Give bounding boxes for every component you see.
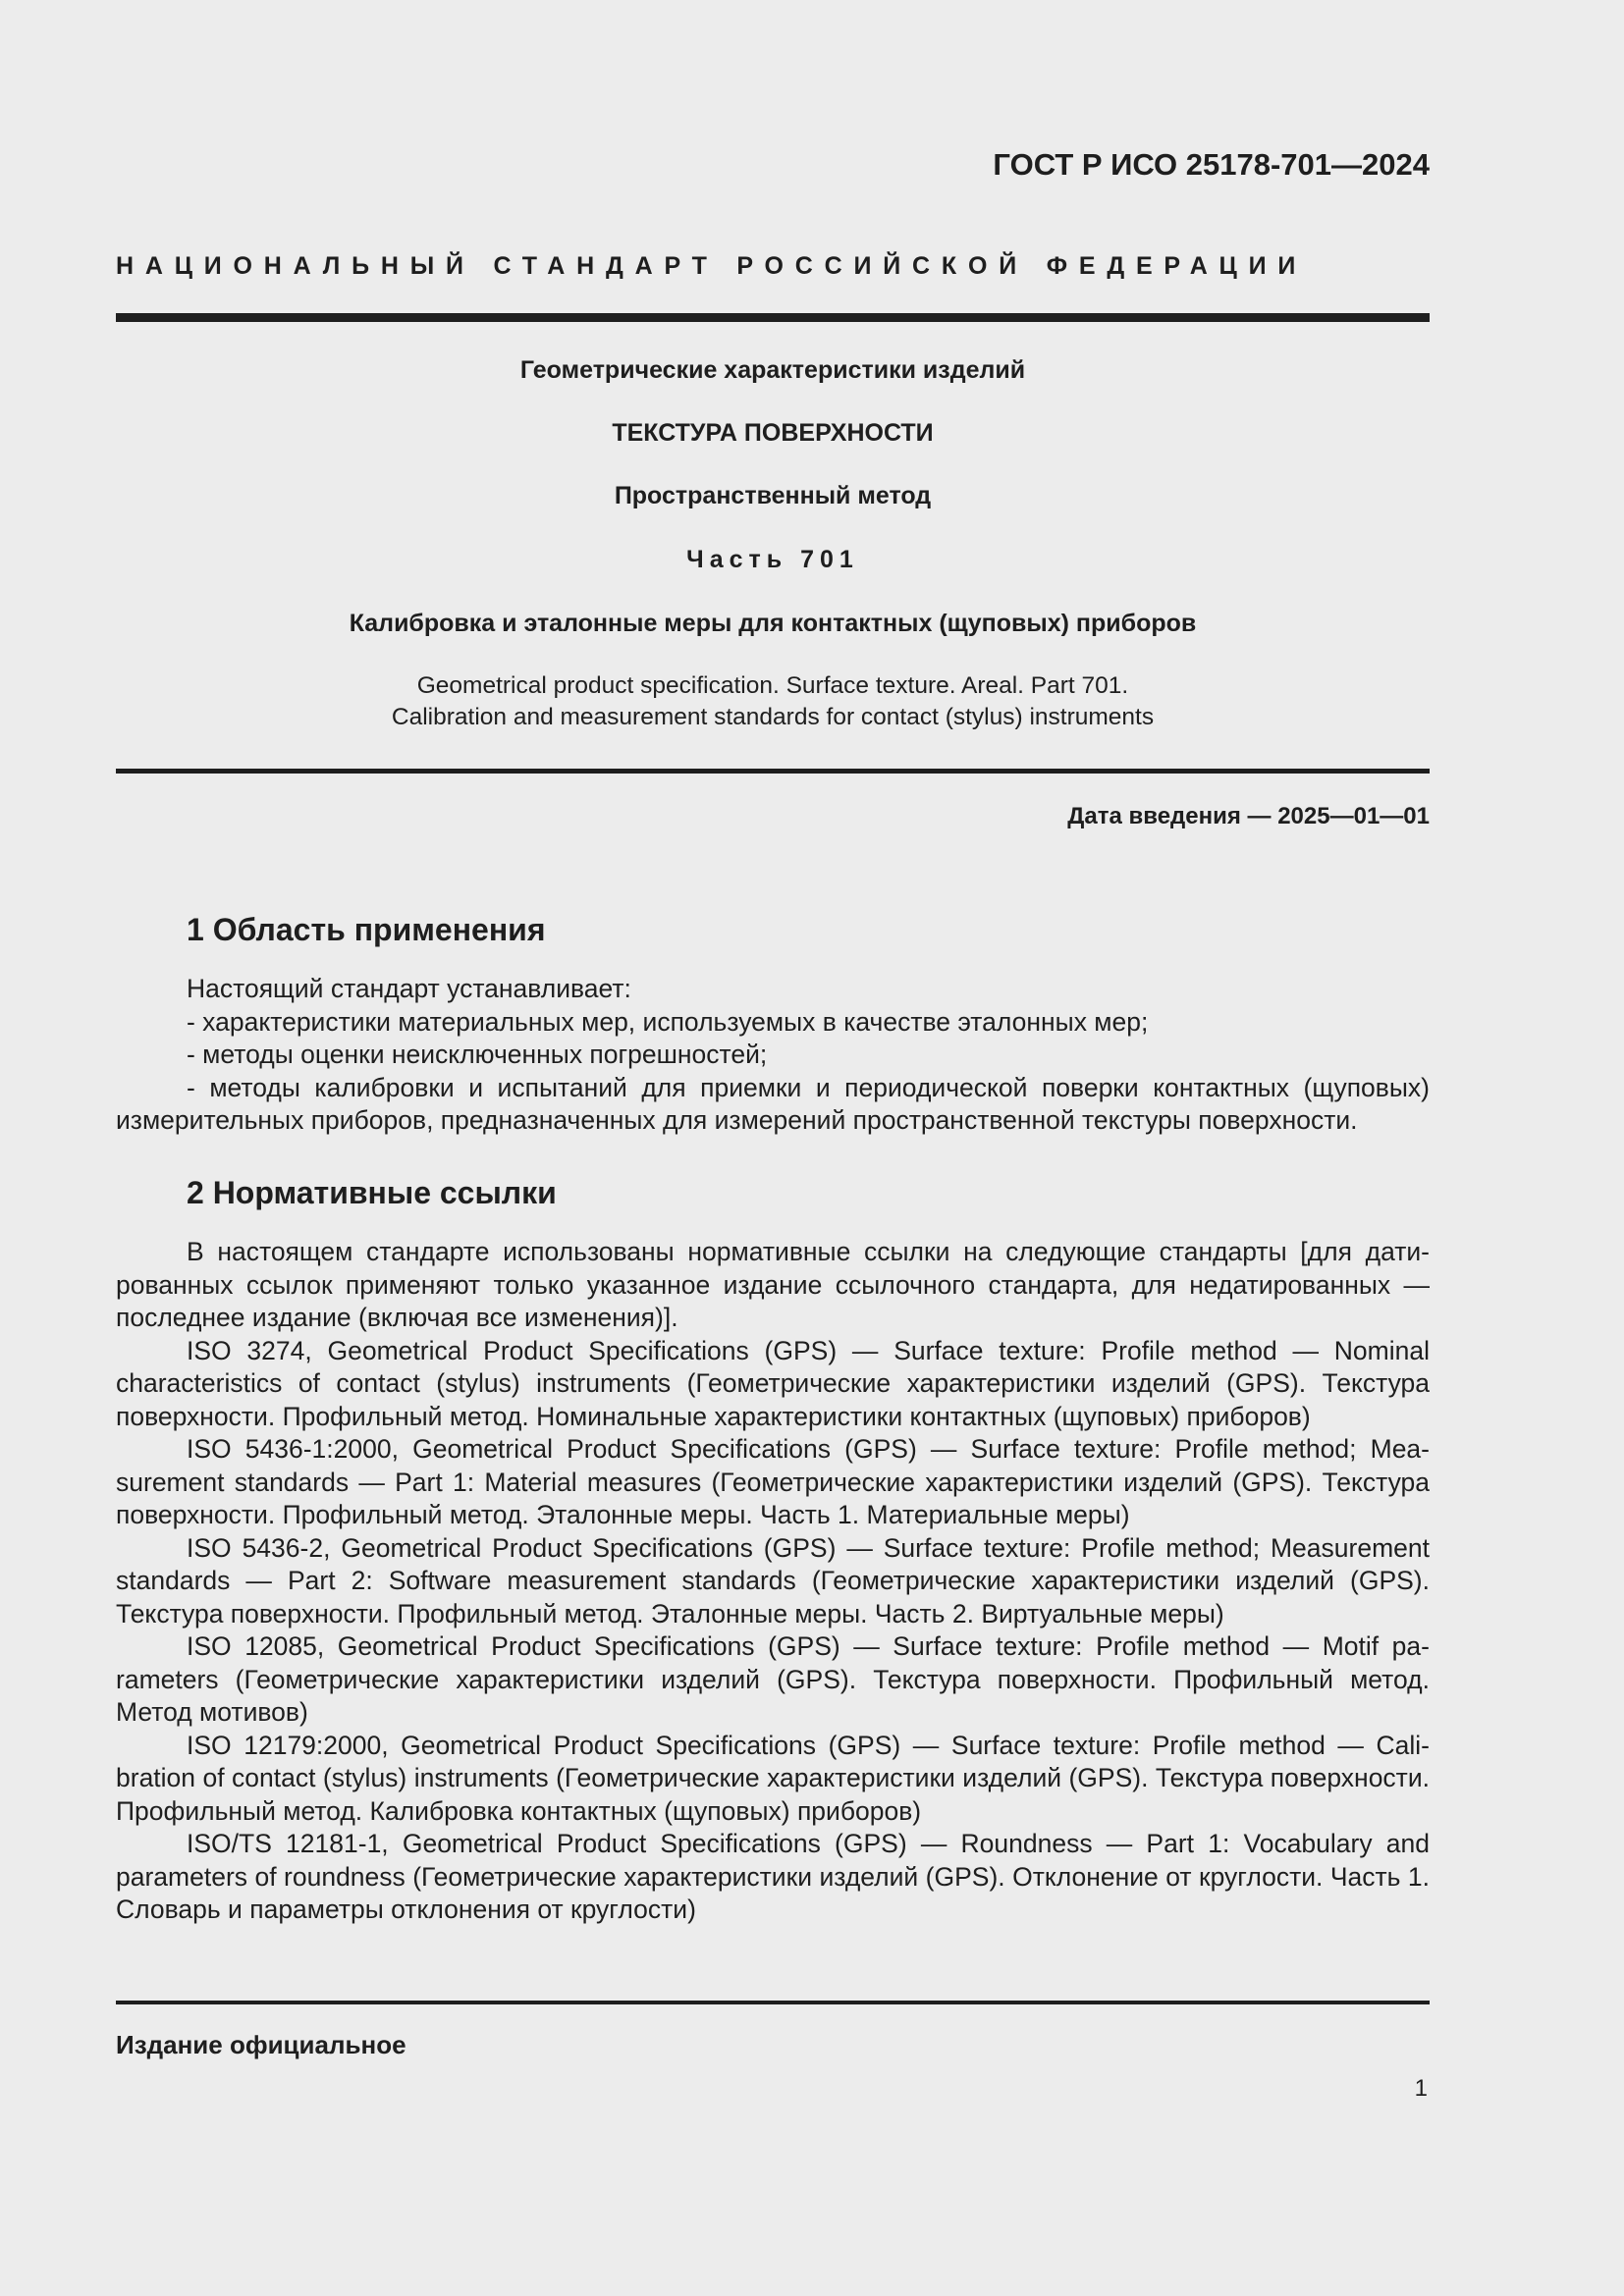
title-line-2: ТЕКСТУРА ПОВЕРХНОСТИ <box>612 419 934 447</box>
reference-item: ISO 5436-2, Geometrical Product Specifications (GPS) — Surface texture: Profile method; Measurement standards — Part 2: Software measurement standards (Геометрические характеристики изделий (GPS). Текстура поверхности. Профильный метод. Эталонные меры. Часть 2. Виртуальные меры) <box>116 1532 1430 1629</box>
official-publication-label: Издание официальное <box>116 2030 406 2059</box>
introduction-date: Дата введения — 2025—01—01 <box>1067 803 1430 829</box>
document-code: ГОСТ Р ИСО 25178-701—2024 <box>993 147 1430 182</box>
section-1-body <box>116 973 1430 1138</box>
reference-item: ISO 12085, Geometrical Product Specifications (GPS) — Surface texture: Profile method — Motif parameters (Геометрические характеристики изделий (GPS). Текстура поверхности. Профильный метод. Метод мотивов) <box>116 1631 1430 1727</box>
reference-item: ISO 3274, Geometrical Product Specifications (GPS) — Surface texture: Profile method — Nominal characteristics of contact (stylus) instruments (Геометрические характеристики изделий (GPS). Текстура поверхности. Профильный метод. Номинальные характеристики контактных (щуповых) приборов) <box>116 1335 1430 1431</box>
references-intro: В настоящем стандарте использованы нормативные ссылки на следующие стандарты [для датированных ссылок применяют только указанное издание ссылочного стандарта, для недатированных — последнее издание (включая все изменения)]. <box>116 1237 1430 1332</box>
section-1-heading: 1 Область применения <box>187 912 546 947</box>
footer-rule <box>116 2001 1430 2004</box>
page-number: 1 <box>1414 2075 1428 2102</box>
scope-item: - методы оценки неисключенных погрешностей; <box>187 1040 768 1069</box>
scope-intro: Настоящий стандарт устанавливает: <box>187 974 631 1003</box>
english-title-2: Calibration and measurement standards for contact (stylus) instruments <box>391 704 1155 730</box>
english-title-1: Geometrical product specification. Surface texture. Areal. Part 701. <box>416 672 1129 699</box>
reference-item: ISO/TS 12181-1, Geometrical Product Specifications (GPS) — Roundness — Part 1: Vocabulary and parameters of roundness (Геометрические характеристики изделий (GPS). Отклонение от круглости. Часть 1. Словарь и параметры отклонения от круглости) <box>116 1829 1430 1924</box>
title-part: Часть 701 <box>686 546 859 573</box>
scope-item: - методы калибровки и испытаний для приемки и периодической поверки контактных (щуповых) измерительных приборов, предназначенных для измерений пространственной текстуры поверхности. <box>116 1072 1430 1135</box>
title-line-1: Геометрические характеристики изделий <box>519 356 1026 384</box>
top-rule <box>116 313 1430 322</box>
scope-item: - характеристики материальных мер, используемых в качестве эталонных мер; <box>187 1006 1149 1037</box>
title-line-5: Калибровка и эталонные меры для контактных (щуповых) приборов <box>349 610 1197 637</box>
title-rule <box>116 769 1430 774</box>
section-2-body <box>116 1236 1430 1927</box>
reference-item: ISO 5436-1:2000, Geometrical Product Specifications (GPS) — Surface texture: Profile method; Measurement standards — Part 1: Material measures (Геометрические характеристики изделий (GPS). Текстура поверхности. Профильный метод. Эталонные меры. Часть 1. Материальные меры) <box>116 1434 1430 1529</box>
section-2-heading: 2 Нормативные ссылки <box>187 1175 557 1210</box>
reference-item: ISO 12179:2000, Geometrical Product Specifications (GPS) — Surface texture: Profile method — Calibration of contact (stylus) instruments (Геометрические характеристики изделий (GPS). Текстура поверхности. Профильный метод. Калибровка контактных (щуповых) приборов) <box>116 1730 1430 1826</box>
national-standard-title: НАЦИОНАЛЬНЫЙ СТАНДАРТ РОССИЙСКОЙ ФЕДЕРАЦИИ <box>116 252 1308 280</box>
title-line-3: Пространственный метод <box>614 482 932 509</box>
